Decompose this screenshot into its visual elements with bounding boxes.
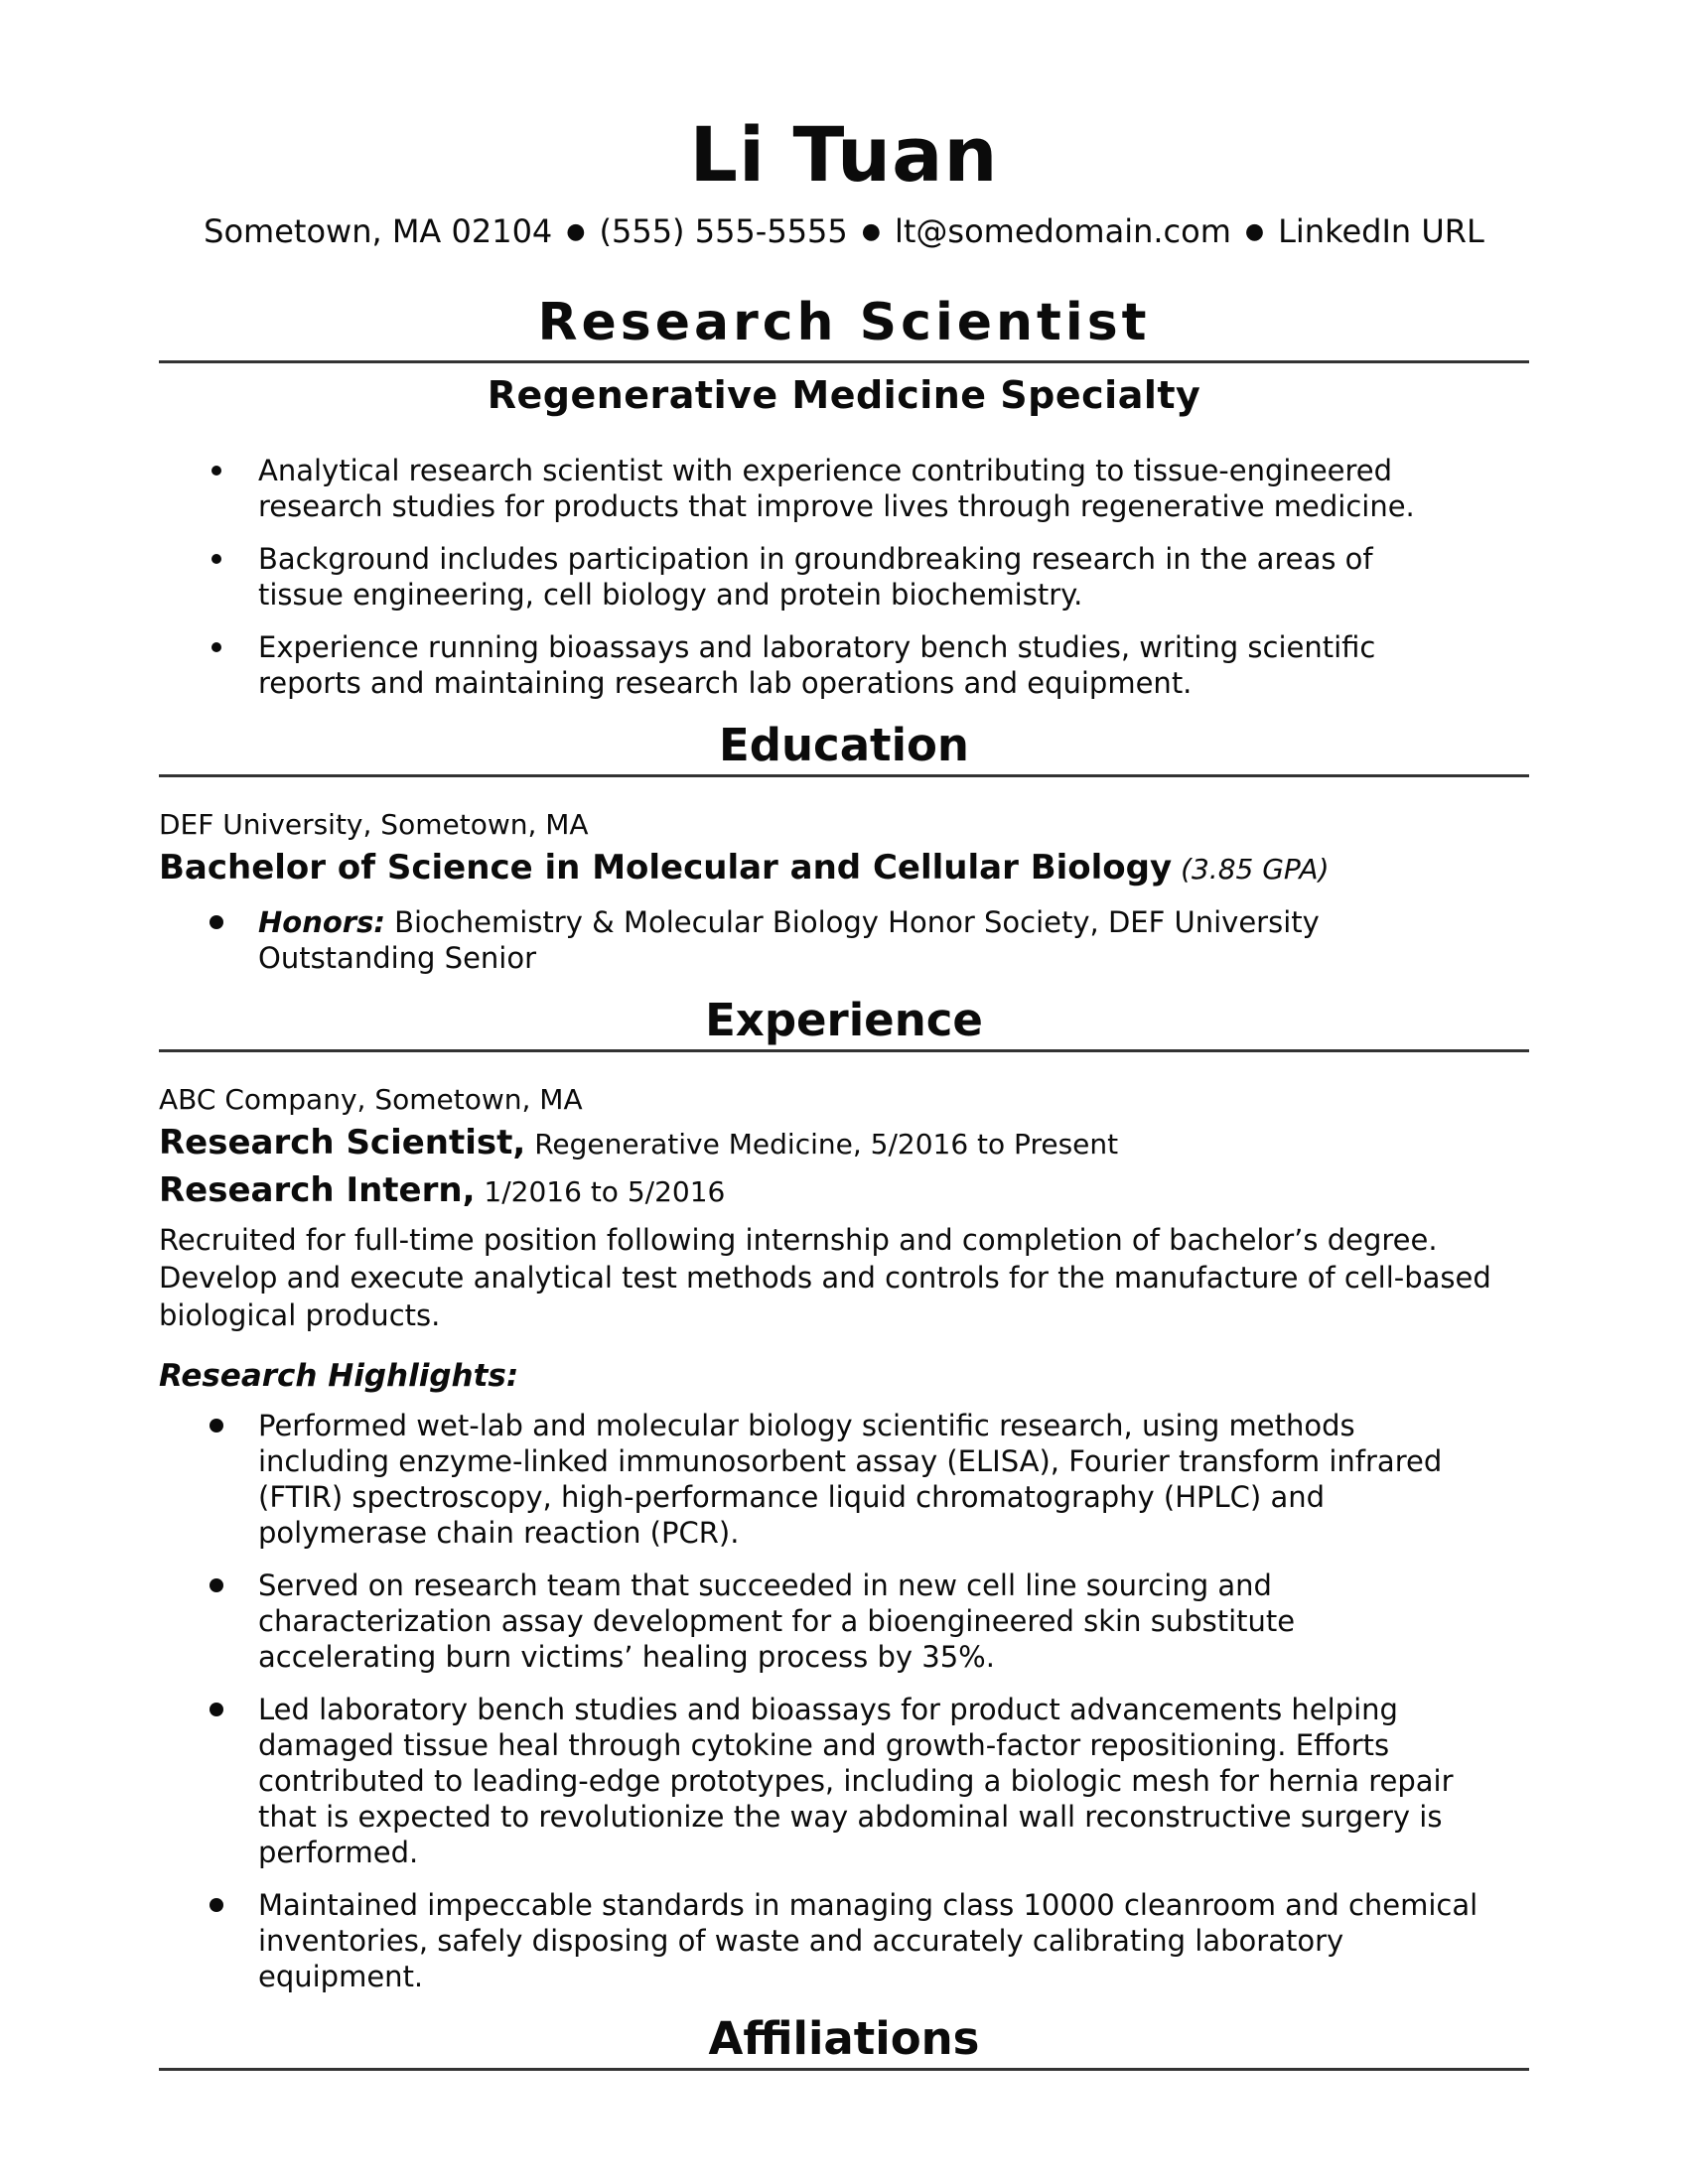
highlight-bullet: Led laboratory bench studies and bioassays for product advancements helping damaged tissue heal through cytokine and growth-factor repositioning. Efforts contributed to leading-edge prototypes, including a biologic mesh for hernia repair that is expected to revolutionize the way abdominal wall reconstructive surgery is performed. (159, 1692, 1529, 1870)
role-2-detail: 1/2016 to 5/2016 (484, 1175, 726, 1208)
experience-company: ABC Company, Sometown, MA (159, 1083, 583, 1116)
education-degree: Bachelor of Science in Molecular and Cellular Biology (159, 848, 1173, 887)
education-heading: Education (719, 719, 969, 771)
contact-linkedin: LinkedIn URL (1278, 212, 1484, 250)
role-2-title: Research Intern, (159, 1170, 476, 1210)
experience-heading: Experience (705, 994, 983, 1046)
contact-location: Sometown, MA 02104 (204, 212, 553, 250)
education-degree-line (159, 845, 1529, 892)
bullet-separator-icon: ● (861, 219, 881, 244)
research-highlights-list (159, 1408, 1529, 1994)
education-divider (159, 774, 1529, 777)
contact-phone: (555) 555-5555 (599, 212, 848, 250)
bullet-separator-icon: ● (566, 219, 586, 244)
role-1-detail: Regenerative Medicine, 5/2016 to Present (534, 1128, 1119, 1160)
honors-text: Biochemistry & Molecular Biology Honor Society, DEF University Outstanding Senior (258, 905, 1320, 975)
experience-role-1 (159, 1120, 1529, 1167)
summary-bullet: Background includes participation in groundbreaking research in the areas of tissue engineering, cell biology and protein biochemistry. (159, 541, 1529, 613)
education-honors-item (159, 904, 1529, 976)
highlight-bullet: Performed wet-lab and molecular biology scientific research, using methods including enzyme-linked immunosorbent assay (ELISA), Fourier transform infrared (FTIR) spectroscopy, high-performance liquid chromatography (HPLC) and polymerase chain reaction (PCR). (159, 1408, 1529, 1551)
highlight-bullet: Maintained impeccable standards in managing class 10000 cleanroom and chemical inventories, safely disposing of waste and accurately calibrating laboratory equipment. (159, 1887, 1529, 1994)
experience-divider (159, 1049, 1529, 1052)
affiliations-heading: Affiliations (708, 2012, 980, 2065)
bullet-separator-icon: ● (1244, 219, 1265, 244)
education-gpa: (3.85 GPA) (1181, 853, 1330, 886)
education-honors-list (159, 904, 1529, 976)
contact-line (159, 210, 1529, 253)
education-block (159, 805, 1529, 976)
specialty-subtitle: Regenerative Medicine Specialty (487, 373, 1201, 417)
summary-list (159, 453, 1529, 701)
highlight-bullet: Served on research team that succeeded in new cell line sourcing and characterization assay development for a bioengineered skin substitute accelerating burn victims’ healing process by 35%. (159, 1568, 1529, 1675)
honors-label: Honors: (258, 905, 385, 939)
experience-role-2 (159, 1167, 1529, 1215)
candidate-name: Li Tuan (689, 110, 999, 199)
experience-block (159, 1080, 1529, 1994)
contact-email: lt@somedomain.com (894, 212, 1231, 250)
affiliations-divider (159, 2068, 1529, 2071)
summary-bullet: Analytical research scientist with experience contributing to tissue-engineered research studies for products that improve lives through regenerative medicine. (159, 453, 1529, 524)
role-1-title: Research Scientist, (159, 1123, 526, 1162)
summary-bullet: Experience running bioassays and laboratory bench studies, writing scientific reports and maintaining research lab operations and equipment. (159, 629, 1529, 701)
resume-title: Research Scientist (537, 293, 1151, 352)
title-divider (159, 360, 1529, 363)
education-school: DEF University, Sometown, MA (159, 808, 589, 841)
experience-description: Recruited for full-time position following internship and completion of bachelor’s degree. Develop and execute analytical test methods and controls for the manufacture of cell-based biological products. (159, 1223, 1491, 1332)
research-highlights-label: Research Highlights: (159, 1358, 519, 1394)
